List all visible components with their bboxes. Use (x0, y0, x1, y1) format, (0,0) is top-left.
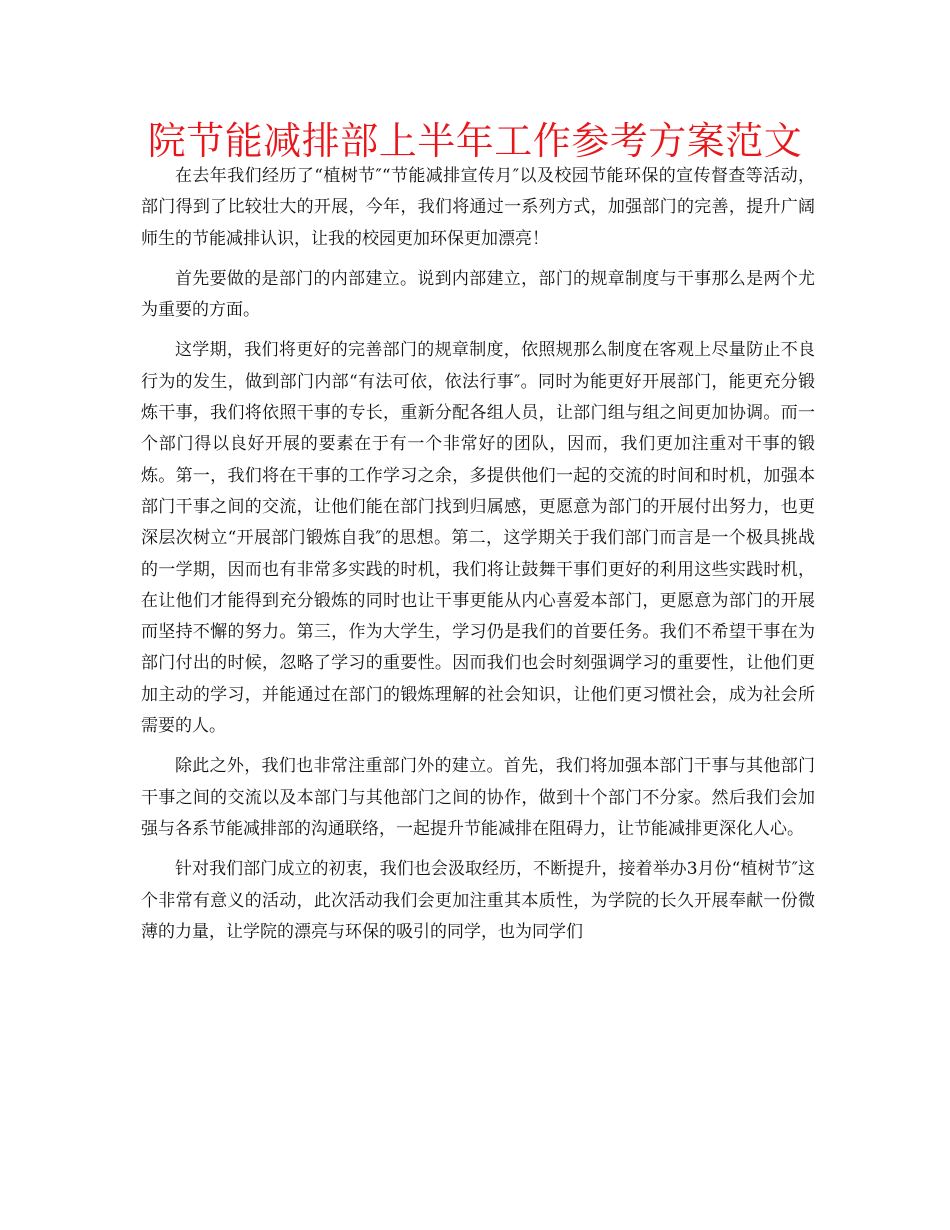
paragraph-5: 针对我们部门成立的初衷，我们也会汲取经历，不断提升，接着举办3月份“植树节″这个非常有意义的活动，此次活动我们会更加注重其本质性，为学院的长久开展奉献一份微薄的力量，让学院的漂亮与环保的吸引的同学，也为同学们 (141, 859, 815, 942)
paragraph-2: 首先要做的是部门的内部建立。说到内部建立，部门的规章制度与干事那么是两个尤为重要的方面。 (141, 268, 815, 321)
paragraph-1: 在去年我们经历了“植树节″“节能减排宣传月″以及校园节能环保的宣传督查等活动，部门得到了比较壮大的开展，今年，我们将通过一系列方式，加强部门的完善，提升广阔师生的节能减排认识，让我的校园更加环保更加漂亮！ (141, 166, 815, 249)
paragraph-3: 这学期，我们将更好的完善部门的规章制度，依照规那么制度在客观上尽量防止不良行为的发生，做到部门内部“有法可依，依法行事″。同时为能更好开展部门，能更充分锻炼干事，我们将依照干事的专长，重新分配各组人员，让部门组与组之间更加协调。而一个部门得以良好开展的要素在于有一个非常好的团队，因而，我们更加注重对干事的锻炼。第一，我们将在干事的工作学习之余，多提供他们一起的交流的时间和时机，加强本部门干事之间的交流，让他们能在部门找到归属感，更愿意为部门的开展付出努力，也更深层次树立“开展部门锻炼自我″的思想。第二，这学期关于我们部门而言是一个极具挑战的一学期，因而也有非常多实践的时机，我们将让鼓舞干事们更好的利用这些实践时机，在让他们才能得到充分锻炼的同时也让干事更能从内心喜爱本部门，更愿意为部门的开展而坚持不懈的努力。第三，作为大学生，学习仍是我们的首要任务。我们不希望干事在为部门付出的时候，忽略了学习的重要性。因而我们也会时刻强调学习的重要性，让他们更加主动的学习，并能通过在部门的锻炼理解的社会知识，让他们更习惯社会，成为社会所需要的人。 (141, 340, 815, 737)
paragraph-4: 除此之外，我们也非常注重部门外的建立。首先，我们将加强本部门干事与其他部门干事之间的交流以及本部门与其他部门之间的协作，做到十个部门不分家。然后我们会加强与各系节能减排部的沟通联络，一起提升节能减排在阻碍力，让节能减排更深化人心。 (141, 756, 815, 839)
document-title: 院节能减排部上半年工作参考方案范文 (147, 119, 803, 163)
document-body (141, 161, 815, 957)
